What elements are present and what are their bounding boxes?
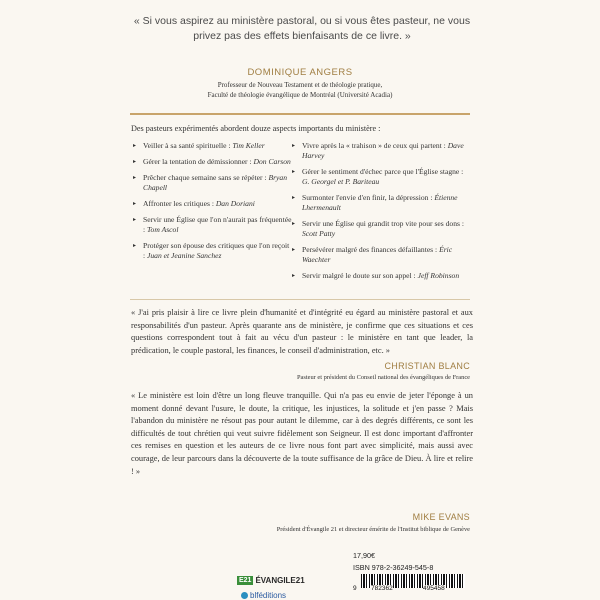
evangile21-logo — [237, 574, 305, 586]
review1-text: « J'ai pris plaisir à lire ce livre plein d'humanité et d'intégrité eu égard au ministère pastoral et aux responsabilités d'un pasteur. Après quarante ans de ministère, je confirme que ces situations et ces questions correspondent tout à fait au vécu d'un pasteur : le ministère en tant que leader, la prédication, le couple pastoral, les finances, le conseil d'administration, etc. » — [131, 308, 473, 355]
list-item: ▸ Affronter les critiques : Dan Doriani — [133, 199, 293, 209]
price: 17,90€ — [353, 551, 375, 560]
review2-desc: Président d'Évangile 21 et directeur émérite de l'Institut biblique de Genève — [276, 526, 470, 533]
barcode — [353, 574, 471, 592]
list-item: ▸ Persévérer malgré des finances défaillantes : Éric Waechter — [292, 245, 464, 265]
blf-logo — [241, 590, 286, 600]
e21-text: ÉVANGILE21 — [255, 575, 305, 585]
endorser1-desc-line1: Professeur de Nouveau Testament et de théologie pratique, — [217, 81, 383, 89]
blf-mark-icon — [241, 592, 248, 599]
list-item: ▸ Protéger son épouse des critiques que l'on reçoit : Juan et Jeanine Sanchez — [133, 241, 293, 261]
isbn: ISBN 978-2-36249-545-8 — [353, 563, 434, 572]
divider — [130, 113, 470, 115]
blf-text: blféditions — [250, 590, 287, 600]
barcode-group1: 782362 — [371, 585, 393, 592]
list-item: ▸ Surmonter l'envie d'en finir, la dépression : Étienne Lhermenault — [292, 193, 464, 213]
endorser1-name: DOMINIQUE ANGERS — [247, 67, 353, 78]
list-item: ▸ Servir une Église qui grandit trop vite pour ses dons : Scott Patty — [292, 219, 464, 239]
topics-left-list — [133, 141, 293, 267]
list-item: ▸ Gérer le sentiment d'échec parce que l'Église stagne : G. Georgel et P. Bariteau — [292, 167, 464, 187]
review1-desc: Pasteur et président du Conseil national des évangéliques de France — [296, 374, 470, 381]
endorser1-desc-line2: Faculté de théologie évangélique de Montréal (Université Acadia) — [207, 91, 393, 99]
review2-name: MIKE EVANS — [412, 512, 470, 522]
barcode-group2: 495458 — [423, 585, 445, 592]
list-item: ▸ Prêcher chaque semaine sans se répéter : Bryan Chapell — [133, 173, 293, 193]
intro-text: Des pasteurs expérimentés abordent douze aspects importants du ministère : — [131, 124, 381, 133]
e21-badge: E21 — [239, 576, 252, 584]
section-rule — [130, 299, 470, 300]
list-item: ▸ Servir une Église que l'on n'aurait pas fréquentée : Tom Ascol — [133, 215, 293, 235]
list-item: ▸ Gérer la tentation de démissionner : Don Carson — [133, 157, 293, 167]
list-item: ▸ Vivre après la « trahison » de ceux qui partent : Dave Harvey — [292, 141, 464, 161]
review2-text: « Le ministère est loin d'être un long fleuve tranquille. Qui n'a pas eu envie de jeter l'éponge à un moment donné devant l'usure, le doute, la critique, les injustices, la solitude et j'en passe ? Mais l'abandon du ministère ne résout pas pour autant le dilemme, car à des degrés différents, ce sont les difficultés de tout chrétien qui veut suivre fidèlement son Seigneur. Il est donc important d'affronter ces remises en question et les auteurs de ce livre nous font part avec simplicité, mais aussi avec courage, de leur parcours dans la découverte de la toute suffisance de la grâce de Dieu. À lire et relire ! » — [131, 391, 473, 476]
top-quote: « Si vous aspirez au ministère pastoral, ou si vous êtes pasteur, ne vous privez pas des effets bienfaisants de ce livre. » — [133, 15, 471, 42]
barcode-first-digit: 9 — [353, 585, 357, 592]
list-item: ▸ Servir malgré le doute sur son appel : Jeff Robinson — [292, 271, 464, 281]
list-item: ▸ Veiller à sa santé spirituelle : Tim Keller — [133, 141, 293, 151]
review1-name: CHRISTIAN BLANC — [384, 361, 470, 371]
topics-right-list — [292, 141, 464, 287]
